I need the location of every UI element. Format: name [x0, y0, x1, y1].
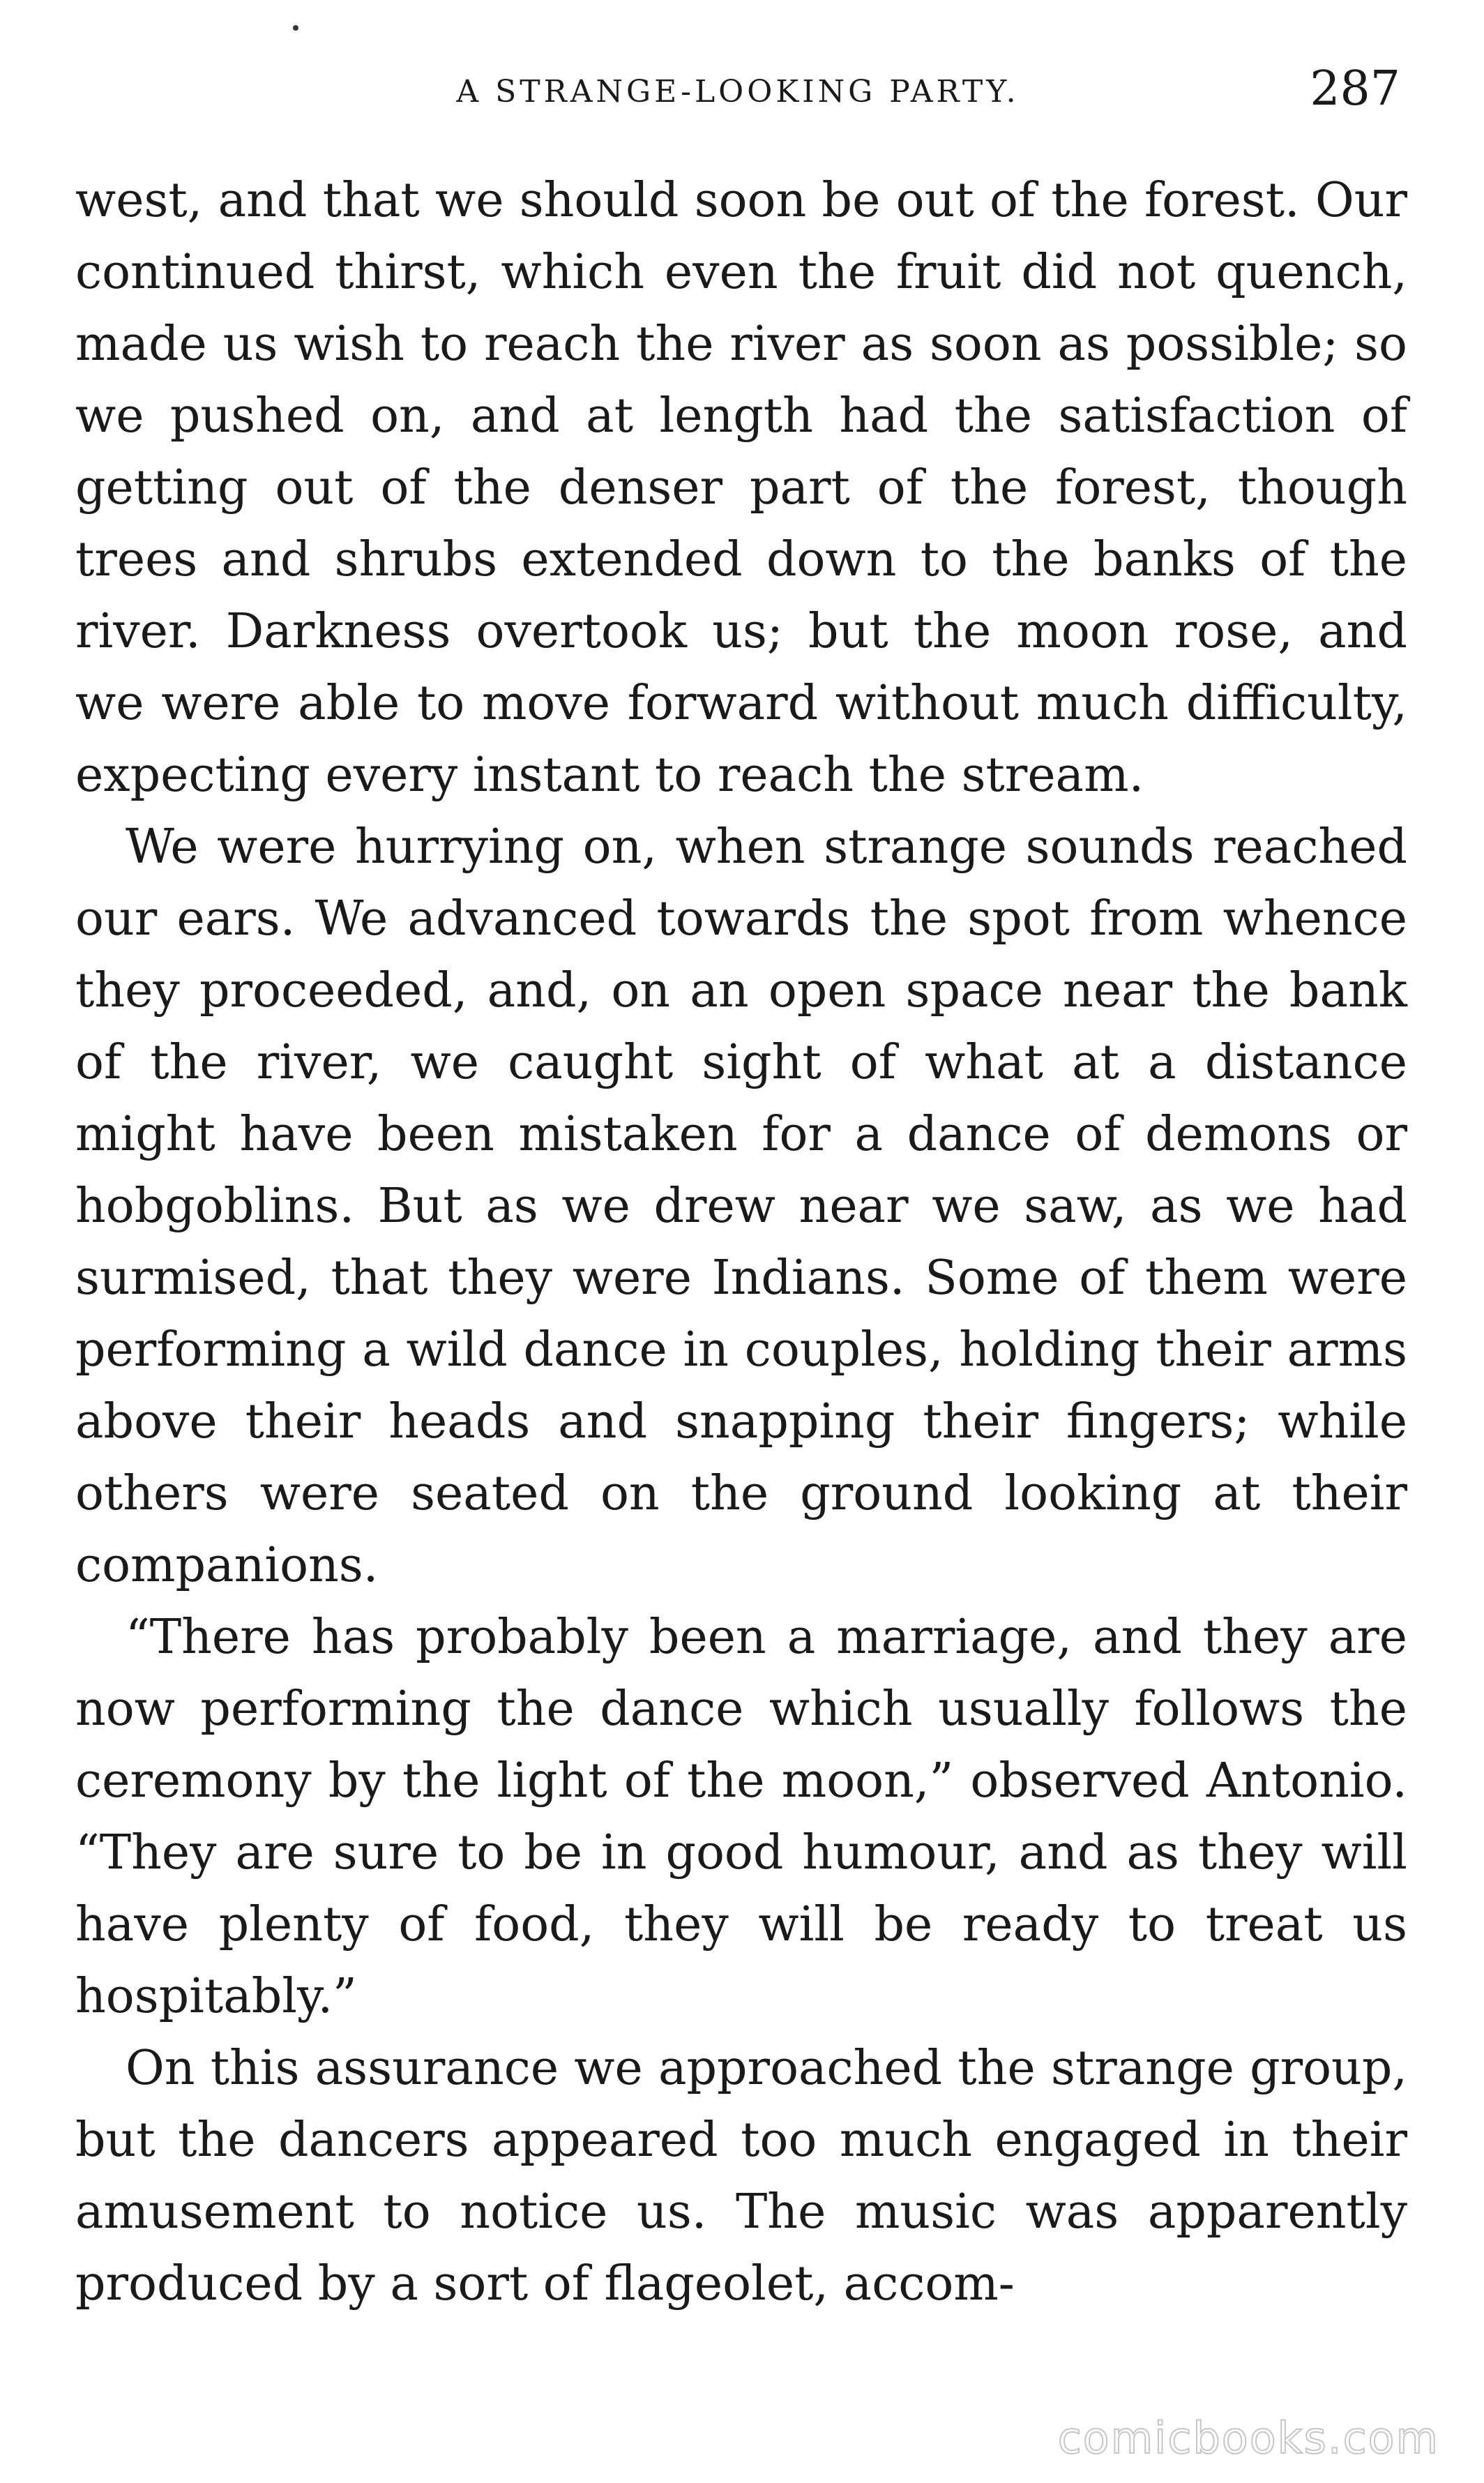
paragraph-3: “There has probably been a marriage, and they are now performing the dance which usually follows the ceremony by the light of the moon,” observed Antonio. “They are sure to be in good humour, and as they will have plenty of food, they will be ready to treat us hospitably.”	[75, 1610, 1407, 2024]
paragraph-1: west, and that we should soon be out of the forest. Our continued thirst, which even the fruit did not quench, made us wish to reach the river as soon as possible; so we pushed on, and at length had the satisfaction of getting out of the denser part of the forest, though trees and shrubs extended down to the banks of the river. Darkness overtook us; but the moon rose, and we were able to move forward without much difficulty, expecting every instant to reach the stream.	[75, 173, 1407, 803]
paragraph-2: We were hurrying on, when strange sounds reached our ears. We advanced towards the spot from whence they proceeded, and, on an open space near the bank of the river, we caught sight of what at a distance might have been mistaken for a dance of demons or hobgoblins. But as we drew near we saw, as we had surmised, that they were Indians. Some of them were performing a wild dance in couples, holding their arms above their heads and snapping their fingers; while others were seated on the ground looking at their companions.	[75, 820, 1407, 1593]
paragraph-4: On this assurance we approached the strange group, but the dancers appeared too much engaged in their amusement to notice us. The music was apparently produced by a sort of flageolet, accom-	[75, 2041, 1407, 2311]
page-number: 287	[1310, 61, 1400, 116]
ink-speck	[293, 25, 298, 31]
running-title: A STRANGE-LOOKING PARTY.	[456, 74, 1020, 110]
body-text	[75, 165, 1407, 2320]
watermark: comicbooks.com	[1057, 2413, 1439, 2463]
running-head	[75, 61, 1400, 124]
